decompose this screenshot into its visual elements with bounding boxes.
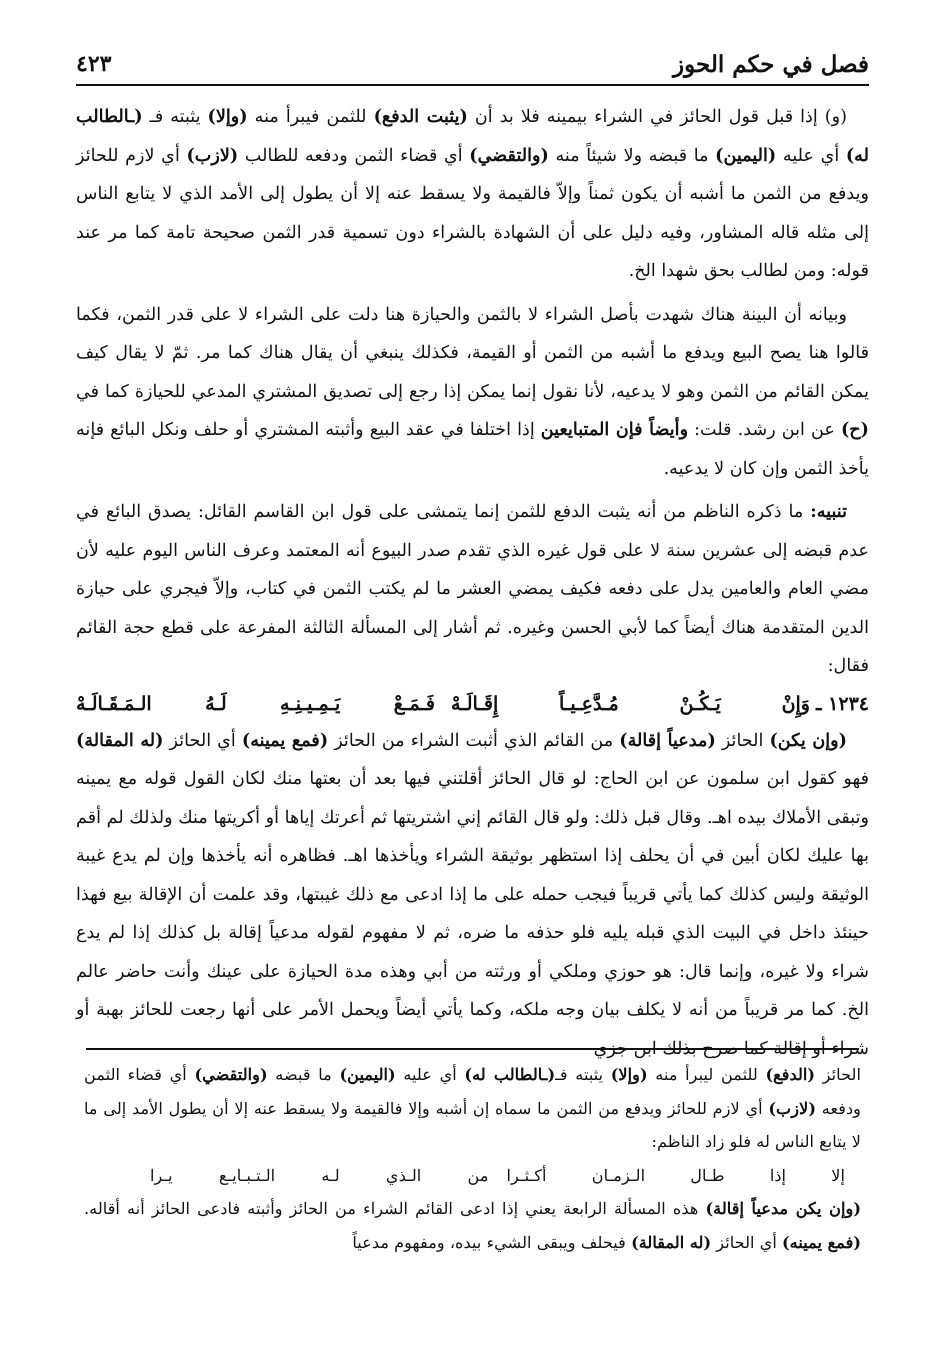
- footnote-1: [84, 1058, 861, 1159]
- quoted-term: (فمع يمينه): [241, 729, 329, 751]
- quoted-term: (والتقضي): [194, 1065, 268, 1084]
- text-run: ما قبضه ولا شيئاً منه: [548, 145, 716, 166]
- text-run: وبيانه أن البينة هناك شهدت بأصل الشراء لا بالثمن والحيازة هنا دلت على الشراء لا على قدر الثمن، فكما قالوا هنا يصح البيع ويدفع ما أشبه من الثمن أو القيمة، فكذلك ينبغي أن يقال هناك كما مر. ثمّ لا يقال كيف يمكن القائم من الثمن وهو لا يدعيه، لأنا نقول إنما يمكن إذا رجع إلى تصديق المشتري المدعي للحيازة كما في: [76, 304, 869, 402]
- quoted-term: (وإلا): [610, 1065, 648, 1084]
- verse-hemistich-second: فَـمَـعْ يَـمِـيـنِـهِ لَـهُ الـمَـقَـالَـهْ: [75, 692, 435, 715]
- paragraph-note: [76, 493, 869, 686]
- quoted-term: (اليمين): [339, 1065, 396, 1084]
- quoted-term: (الدفع): [765, 1065, 816, 1084]
- quoted-term: (وإن يكن): [769, 729, 848, 751]
- main-text: [76, 98, 869, 1068]
- emphasis-text: وأيضاً فإن المتبايعين: [540, 419, 689, 440]
- quoted-term: (مدعياً إقالة): [619, 729, 716, 751]
- note-label: تنبيه:: [810, 501, 847, 522]
- quoted-term: (له المقالة): [76, 729, 164, 751]
- text-run: الحائز: [715, 730, 770, 751]
- text-run: للثمن فيبرأ منه: [247, 107, 374, 127]
- quoted-term: (وإن يكن مدعياً إقالة): [705, 1199, 861, 1218]
- running-title: فصل في حكم الحوز: [672, 50, 869, 78]
- quoted-term: (فمع يمينه): [782, 1232, 861, 1252]
- quoted-term: (وإلا): [207, 106, 248, 127]
- text-run: للثمن ليبرأ منه: [647, 1065, 766, 1084]
- page-number: ٤٢٣: [76, 51, 112, 77]
- text-run: (و) إذا قبل قول الحائز في الشراء بيمينه فلا بد أن: [467, 107, 848, 127]
- paragraph-commentary: [76, 722, 869, 1069]
- text-run: أي الحائز: [711, 1232, 783, 1252]
- text-run: من القائم الذي أثبت الشراء من الحائز: [328, 730, 620, 751]
- quoted-term: (يثبت الدفع): [373, 106, 468, 127]
- quoted-term: (والتقضي): [469, 144, 549, 166]
- footnote-separator: [86, 1048, 859, 1050]
- text-run: عن ابن رشد. قلت:: [688, 420, 841, 440]
- text-run: الحائز: [815, 1065, 861, 1084]
- text-run: فيحلف ويبقى الشيء بيده، ومفهوم مدعياً: [352, 1232, 632, 1252]
- text-run: أي لازم للحائز ويدفع من الثمن ما سماه إن أشبه وإلا فالقيمة ولا يسقط عنه إلا أن يطول الأمد إلى ما لا يتابع الناس له فلو زاد الناظم:: [84, 1098, 861, 1151]
- verse-hemistich-first: وَإِنْ يَـكُـنْ مُـدَّعِـيـاً إِقَـالَـهْ: [450, 692, 810, 715]
- quoted-term: (ح): [840, 419, 869, 440]
- verse-number: ١٢٣٤ ـ: [815, 692, 869, 715]
- text-run: يثبته فـ: [142, 107, 208, 127]
- paragraph-2: [76, 296, 869, 489]
- quoted-term: (لازب): [186, 144, 239, 166]
- quoted-term: (ـالطالب له): [464, 1065, 556, 1084]
- text-run: ما قبضه: [267, 1065, 340, 1084]
- text-run: أي عليه: [395, 1065, 465, 1084]
- text-run: هذه المسألة الرابعة يعني إذا ادعى القائم الشراء من الحائز وأثبته فادعى الحائز أنه أقاله.: [84, 1199, 706, 1218]
- quoted-term: (له المقالة): [631, 1232, 712, 1252]
- footnotes: [84, 1058, 861, 1259]
- verse-1234: [76, 686, 869, 722]
- text-run: أي عليه: [776, 145, 846, 166]
- quoted-term: (ـالطالب له): [76, 106, 869, 166]
- text-run: فهو كقول ابن سلمون عن ابن الحاج: لو قال الحائز أقلتني فيها بعد أن بعتها منك لكان القول قوله مع يمينه وتبقى الأملاك بيده اهـ. وقال قبل ذلك: ولو قال القائم إني اشتريتها ثم أعرتك إياها أو أكريتها منك ولذلك لم أقم بها عليك لكان أبين في أن يحلف إذا استظهر بوثيقة الشراء ويأخذها اهـ. فظاهره أنه يأخذها وإن لم يدع غيبة الوثيقة وليس كذلك كما يأتي قريباً فيجب حمله على ما إذا ادعى مع ذلك غيبتها، وقد علمت أن الإقالة بيع فهذا حينئذ داخل في البيت الذي قبله يليه فلو حذفه ما ضره، ثم لا مفهوم لقوله مدعياً إقالة بل كذلك إذا لم يدع شراء ولا غيره، وإنما قال: هو حوزي وملكي أو ورثته من أبي وهذه مدة الحيازة على عينك وأنت حاضر عالم الخ. كما مر قريباً من أنه لا يكلف بيان وجه ملكه، وكما يأتي أيضاً ويحمل الأمر على أنها رجعت للحائز بهبة أو شراء أو إقالة كما صرح بذلك ابن جزي: [76, 769, 869, 1059]
- footnote-2: [84, 1192, 861, 1259]
- footnote-verse: [84, 1159, 861, 1193]
- paragraph-1: [76, 98, 869, 291]
- text-run: أي قضاء الثمن ودفعه: [84, 1065, 861, 1118]
- page-header: [76, 44, 869, 86]
- quoted-term: (اليمين): [715, 144, 777, 166]
- text-run: يثبته فـ: [555, 1065, 611, 1084]
- text-run: أي لازم للحائز ويدفع من الثمن ما أشبه أن يكون ثمناً وإلاّ فالقيمة ولا يسقط عنه إلا أن يطول إلى الأمد الذي لا يتابع الناس إلى مثله قاله المشاور، وفيه دليل على أن الشهادة بالشراء دون تسمية قدر الثمن صحيحة تامة كما مر عند قوله: ومن لطالب بحق شهدا الخ.: [76, 145, 869, 281]
- quoted-term: (لازب): [768, 1098, 816, 1118]
- text-run: إذا اختلفا في عقد البيع وأثبته المشتري أو حلف ونكل البائع فإنه يأخذ الثمن وإن كان لا يدعيه.: [76, 420, 869, 479]
- text-run: ما ذكره الناظم من أنه يثبت الدفع للثمن إنما يتمشى على قول ابن القاسم القائل: يصدق البائع في عدم قبضه إلى عشرين سنة لا على قول غيره الذي تقدم صدر البيوع أنه المعتمد وعرف الناس اليوم عليه لأن مضي العام والعامين يدل على دفعه فكيف يمضي العشر ما لم يكتب الثمن في كتاب، وإلاّ فيجري على حيازة الدين المتقدمة هناك أيضاً كما لأبي الحسن وغيره. ثم أشار إلى المسألة الثالثة المفرعة على قطع حجة القائم فقال:: [76, 502, 869, 676]
- text-run: أي قضاء الثمن ودفعه للطالب: [238, 145, 470, 166]
- footnote-verse-first: إلا إذا طـال الـزمـان أكـثـرا: [506, 1165, 845, 1185]
- text-run: أي الحائز: [163, 730, 242, 751]
- footnote-verse-second: من الـذي لـه الـتـبـايـع يـرا: [150, 1165, 489, 1185]
